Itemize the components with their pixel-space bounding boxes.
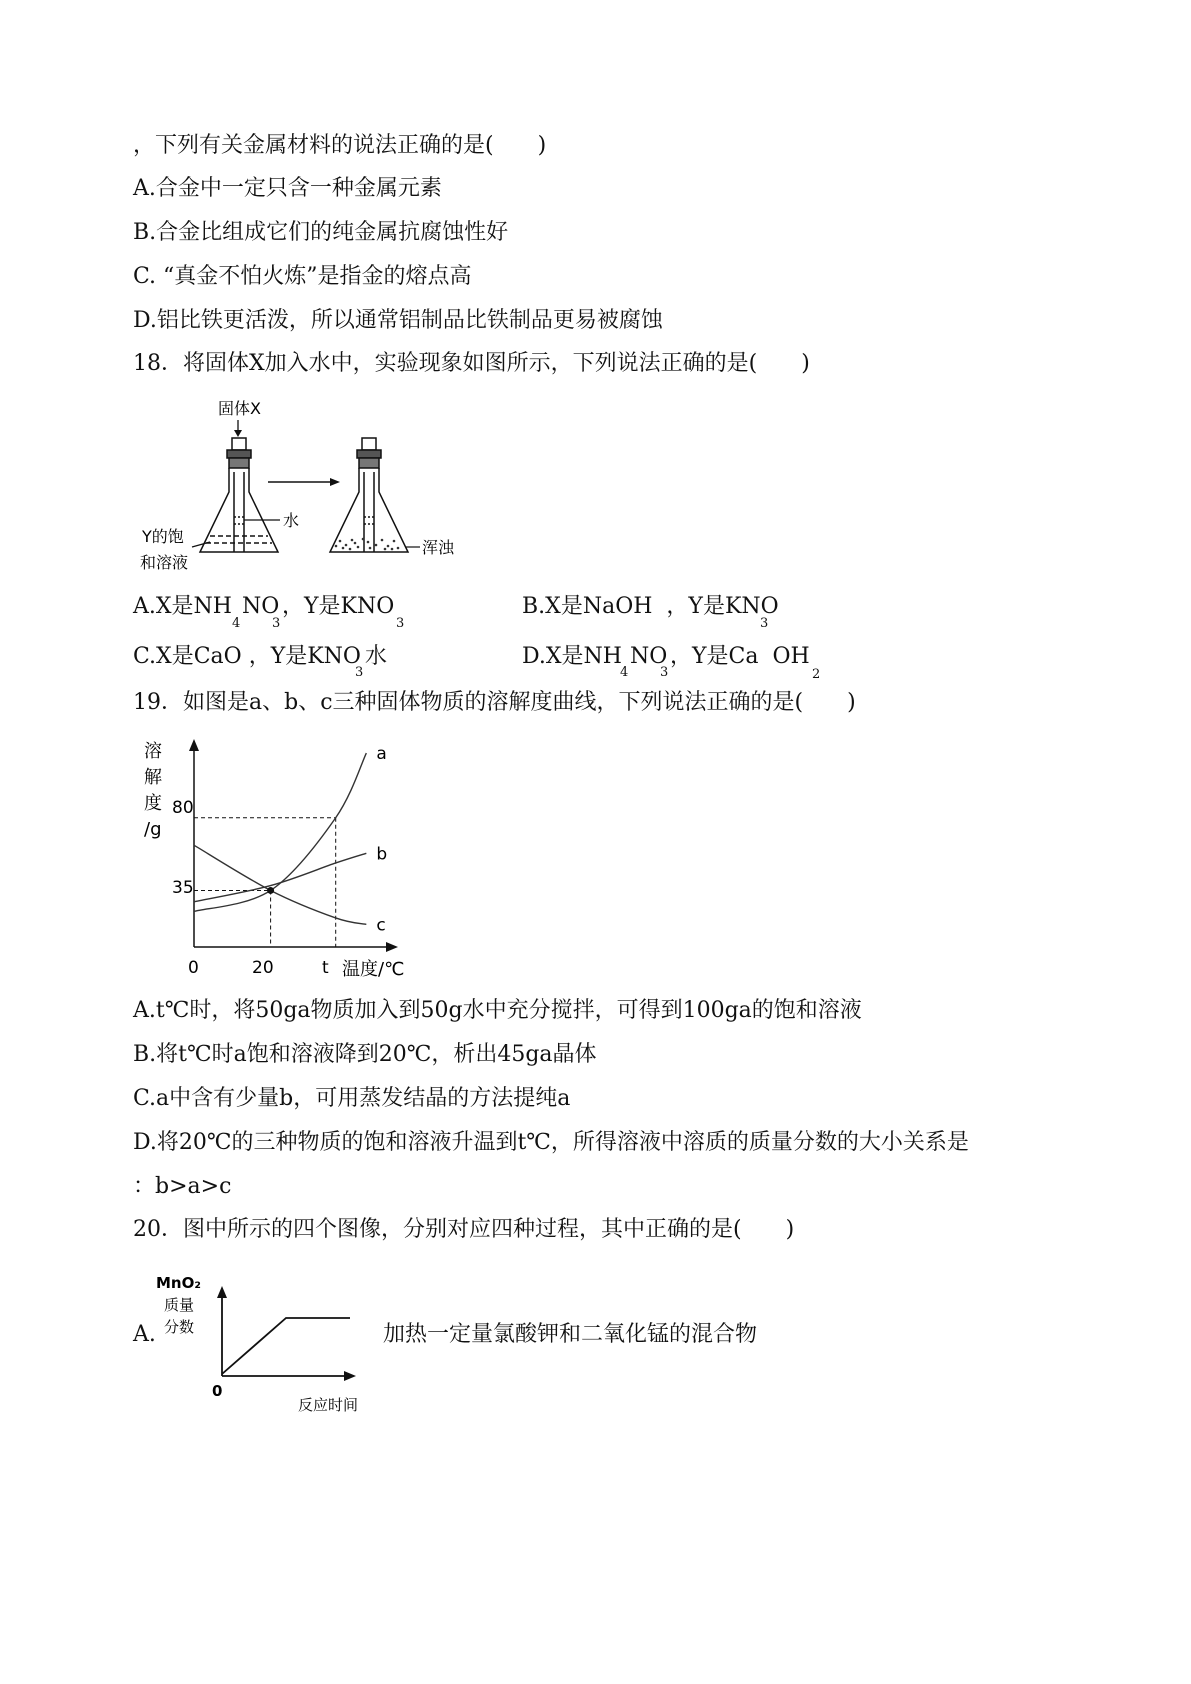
subscript: 3 xyxy=(660,665,669,680)
formula-part: ，Y是KNO xyxy=(282,594,395,619)
ylabel-char-4: /g xyxy=(144,819,162,840)
formula-part: ，Y是Ca OH xyxy=(670,644,810,669)
ylabel-2: 质量 xyxy=(164,1296,195,1314)
subscript: 2 xyxy=(812,667,821,682)
q19-option-b[interactable]: B.将t℃时a饱和溶液降到20℃，析出45ga晶体 xyxy=(133,1042,597,1067)
subscript: 3 xyxy=(760,616,769,631)
curve-a xyxy=(194,753,366,911)
x-tick-0: 0 xyxy=(188,958,199,978)
origin-label: 0 xyxy=(212,1382,223,1400)
subscript: 3 xyxy=(272,616,281,631)
turbid-precipitate xyxy=(335,538,400,551)
xlabel: 温度/℃ xyxy=(342,959,405,980)
label-y-saturated-1: Y的饱 xyxy=(142,527,184,546)
subscript: 3 xyxy=(396,616,405,631)
q19-option-d-cont: ：b>a>c xyxy=(133,1174,232,1199)
q17-option-d[interactable]: D.铝比铁更活泼，所以通常铝制品比铁制品更易被腐蚀 xyxy=(133,308,663,333)
left-flask xyxy=(200,438,278,552)
q17-option-c[interactable]: C. “真金不怕火炼”是指金的熔点高 xyxy=(133,264,472,289)
series-label-b: b xyxy=(376,844,388,865)
q17-stem: ，下列有关金属材料的说法正确的是( ) xyxy=(133,133,547,158)
q18-option-c[interactable]: C.X是CaO ，Y是KNO xyxy=(133,644,361,669)
subscript: 3 xyxy=(355,665,364,680)
right-flask xyxy=(330,438,408,552)
y-tick-80: 80 xyxy=(172,798,194,818)
y-tick-35: 35 xyxy=(172,878,194,898)
mno2-curve xyxy=(222,1318,350,1374)
series-label-a: a xyxy=(376,744,387,765)
q19-option-a[interactable]: A.t℃时，将50ga物质加入到50g水中充分搅拌，可得到100ga的饱和溶液 xyxy=(133,998,862,1023)
q19-option-d[interactable]: D.将20℃的三种物质的饱和溶液升温到t℃，所得溶液中溶质的质量分数的大小关系是 xyxy=(133,1130,969,1155)
intersection-point xyxy=(267,887,274,894)
q17-option-a[interactable]: A.合金中一定只含一种金属元素 xyxy=(133,176,442,201)
solubility-chart xyxy=(140,735,420,985)
q17-option-b[interactable]: B.合金比组成它们的纯金属抗腐蚀性好 xyxy=(133,220,509,245)
subscript: 4 xyxy=(620,665,629,680)
q18-option-b[interactable]: B.X是NaOH ，Y是KNO xyxy=(522,594,779,619)
q18-option-a[interactable]: A.X是NH xyxy=(133,594,232,619)
formula-part: NO xyxy=(242,594,280,619)
xlabel: 反应时间 xyxy=(298,1396,359,1414)
ylabel-1: MnO₂ xyxy=(156,1274,201,1292)
q18-option-d[interactable]: D.X是NH xyxy=(522,644,622,669)
label-water: 水 xyxy=(283,511,300,530)
ylabel-char-1: 溶 xyxy=(144,741,162,762)
label-y-saturated-2: 和溶液 xyxy=(140,553,189,572)
ylabel-char-3: 度 xyxy=(144,793,162,814)
ylabel-3: 分数 xyxy=(164,1318,195,1336)
subscript: 4 xyxy=(232,616,241,631)
q19-stem: 19．如图是a、b、c三种固体物质的溶解度曲线，下列说法正确的是( ) xyxy=(133,690,856,715)
q19-option-c[interactable]: C.a中含有少量b，可用蒸发结晶的方法提纯a xyxy=(133,1086,571,1111)
q20-stem: 20．图中所示的四个图像，分别对应四种过程，其中正确的是( ) xyxy=(133,1217,795,1242)
q20-option-a-text[interactable]: 加热一定量氯酸钾和二氧化锰的混合物 xyxy=(383,1322,758,1347)
q18-stem: 18．将固体X加入水中，实验现象如图所示，下列说法正确的是( ) xyxy=(133,351,810,376)
label-turbid: 浑浊 xyxy=(422,538,455,557)
q20-option-a-label[interactable]: A. xyxy=(133,1322,156,1347)
curve-c xyxy=(194,845,366,924)
ylabel-char-2: 解 xyxy=(144,767,162,788)
x-tick-20: 20 xyxy=(252,958,274,978)
x-tick-t: t xyxy=(322,958,329,978)
formula-part: 水 xyxy=(365,644,388,669)
label-solid-x: 固体X xyxy=(218,399,261,418)
q18-flask-figure xyxy=(130,392,470,582)
series-label-c: c xyxy=(376,915,386,936)
q20-mno2-graph xyxy=(150,1270,370,1420)
formula-part: NO xyxy=(630,644,668,669)
